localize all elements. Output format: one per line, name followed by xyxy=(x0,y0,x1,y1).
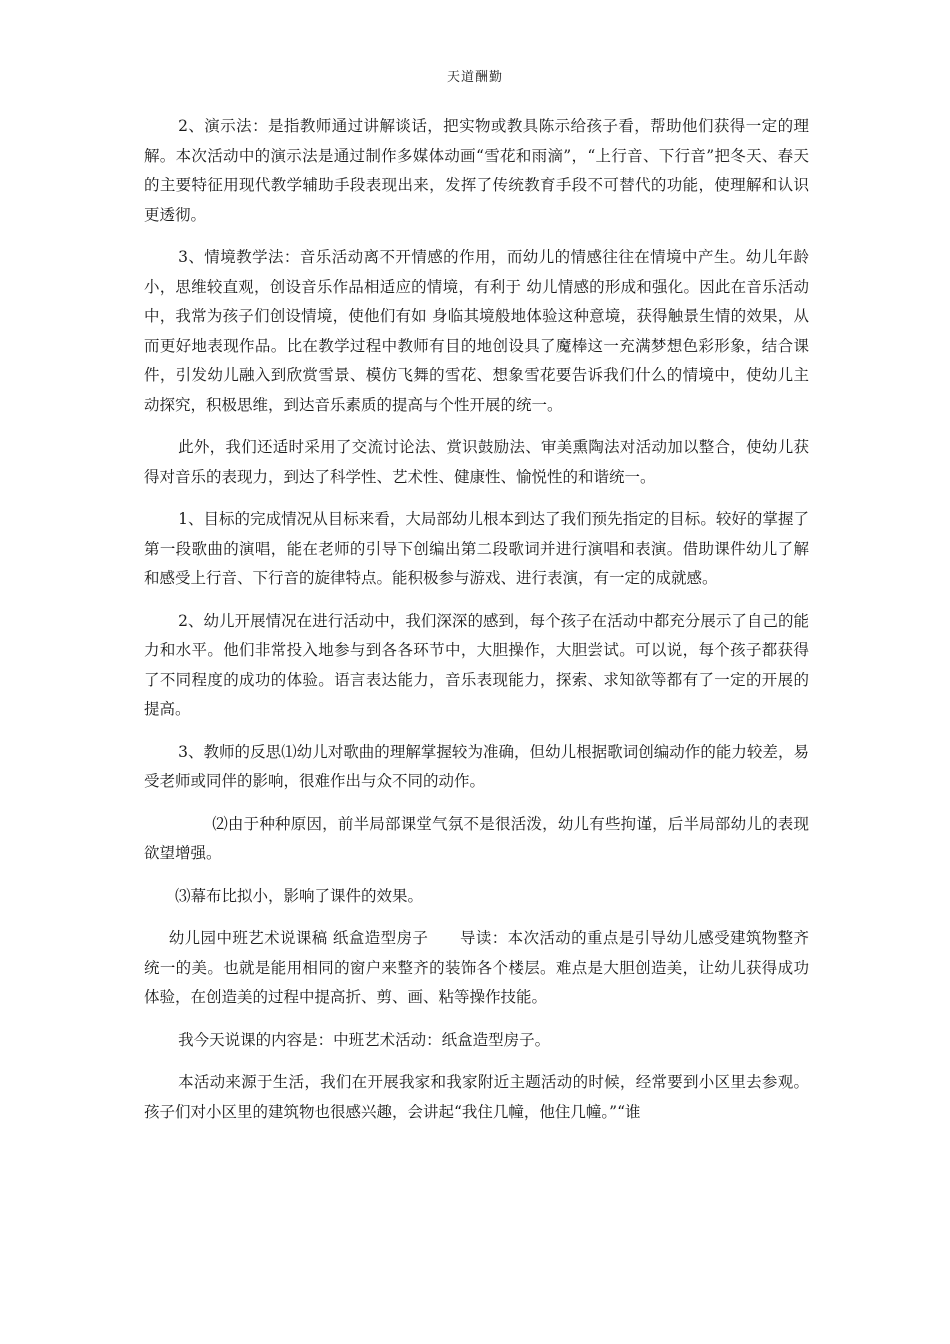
paragraph-demonstration-method: 2、演示法：是指教师通过讲解谈话，把实物或教具陈示给孩子看，帮助他们获得一定的理解。本次活动中的演示法是通过制作多媒体动画“雪花和雨滴”，“上行音、下行音”把冬天、春天的主要特征用现代教学辅助手段表现出来，发挥了传统教育手段不可替代的功能，使理解和认识更透彻。 xyxy=(144,117,809,224)
paragraph-activity-origin: 本活动来源于生活，我们在开展我家和我家附近主题活动的时候，经常要到小区里去参观。孩子们对小区里的建筑物也很感兴趣，会讲起“我住几幢，他住几幢。”“谁 xyxy=(144,1073,809,1121)
paragraph-teacher-reflection: 3、教师的反思⑴幼儿对歌曲的理解掌握较为准确，但幼儿根据歌词创编动作的能力较差，易受老师或同伴的影响，很难作出与众不同的动作。 xyxy=(144,742,809,790)
paragraph-reflection-3: ⑶幕布比拟小，影响了课件的效果。 xyxy=(175,886,424,905)
document-body xyxy=(144,112,809,1140)
paragraph-other-methods: 此外，我们还适时采用了交流讨论法、赏识鼓励法、审美熏陶法对活动加以整合，使幼儿获得对音乐的表现力，到达了科学性、艺术性、健康性、愉悦性的和谐统一。 xyxy=(144,438,809,486)
paragraph-lesson-content: 我今天说课的内容是：中班艺术活动：纸盒造型房子。 xyxy=(178,1030,551,1049)
page-header: 天道酬勤 xyxy=(446,70,503,85)
paragraph-goal-completion: 1、目标的完成情况从目标来看，大局部幼儿根本到达了我们预先指定的目标。较好的掌握了第一段歌曲的演唱，能在老师的引导下创编出第二段歌词并进行演唱和表演。借助课件幼儿了解和感受上行音、下行音的旋律特点。能积极参与游戏、进行表演，有一定的成就感。 xyxy=(144,510,809,587)
paragraph-situational-teaching: 3、情境教学法：音乐活动离不开情感的作用，而幼儿的情感往往在情境中产生。幼儿年龄小，思维较直观，创设音乐作品相适应的情境，有利于 幼儿情感的形成和强化。因此在音乐活动中，我常为孩子们创设情境，使他们有如 身临其境般地体验这种意境，获得触景生情的效果，从而更好地表现作品。比在教学过程中教师有目的地创设具了魔棒这一充满梦想色彩形象，结合课件，引发幼儿融入到欣赏雪景、模仿飞舞的雪花、想象雪花要告诉我们什么的情境中，使幼儿主动探究，积极思维，到达音乐素质的提高与个性开展的统一。 xyxy=(144,248,809,414)
paragraph-child-development: 2、幼儿开展情况在进行活动中，我们深深的感到，每个孩子在活动中都充分展示了自己的能力和水平。他们非常投入地参与到各各环节中，大胆操作，大胆尝试。可以说，每个孩子都获得了不同程度的成功的体验。语言表达能力，音乐表现能力，探索、求知欲等都有了一定的开展的提高。 xyxy=(144,611,809,718)
paragraph-reflection-2: ⑵由于种种原因，前半局部课堂气氛不是很活泼，幼儿有些拘谨，后半局部幼儿的表现欲望增强。 xyxy=(144,814,809,862)
paragraph-art-lesson-intro: 幼儿园中班艺术说课稿 纸盒造型房子 导读：本次活动的重点是引导幼儿感受建筑物整齐统一的美。也就是能用相同的窗户来整齐的装饰各个楼层。难点是大胆创造美，让幼儿获得成功体验，在创造美的过程中提高折、剪、画、粘等操作技能。 xyxy=(144,929,809,1006)
